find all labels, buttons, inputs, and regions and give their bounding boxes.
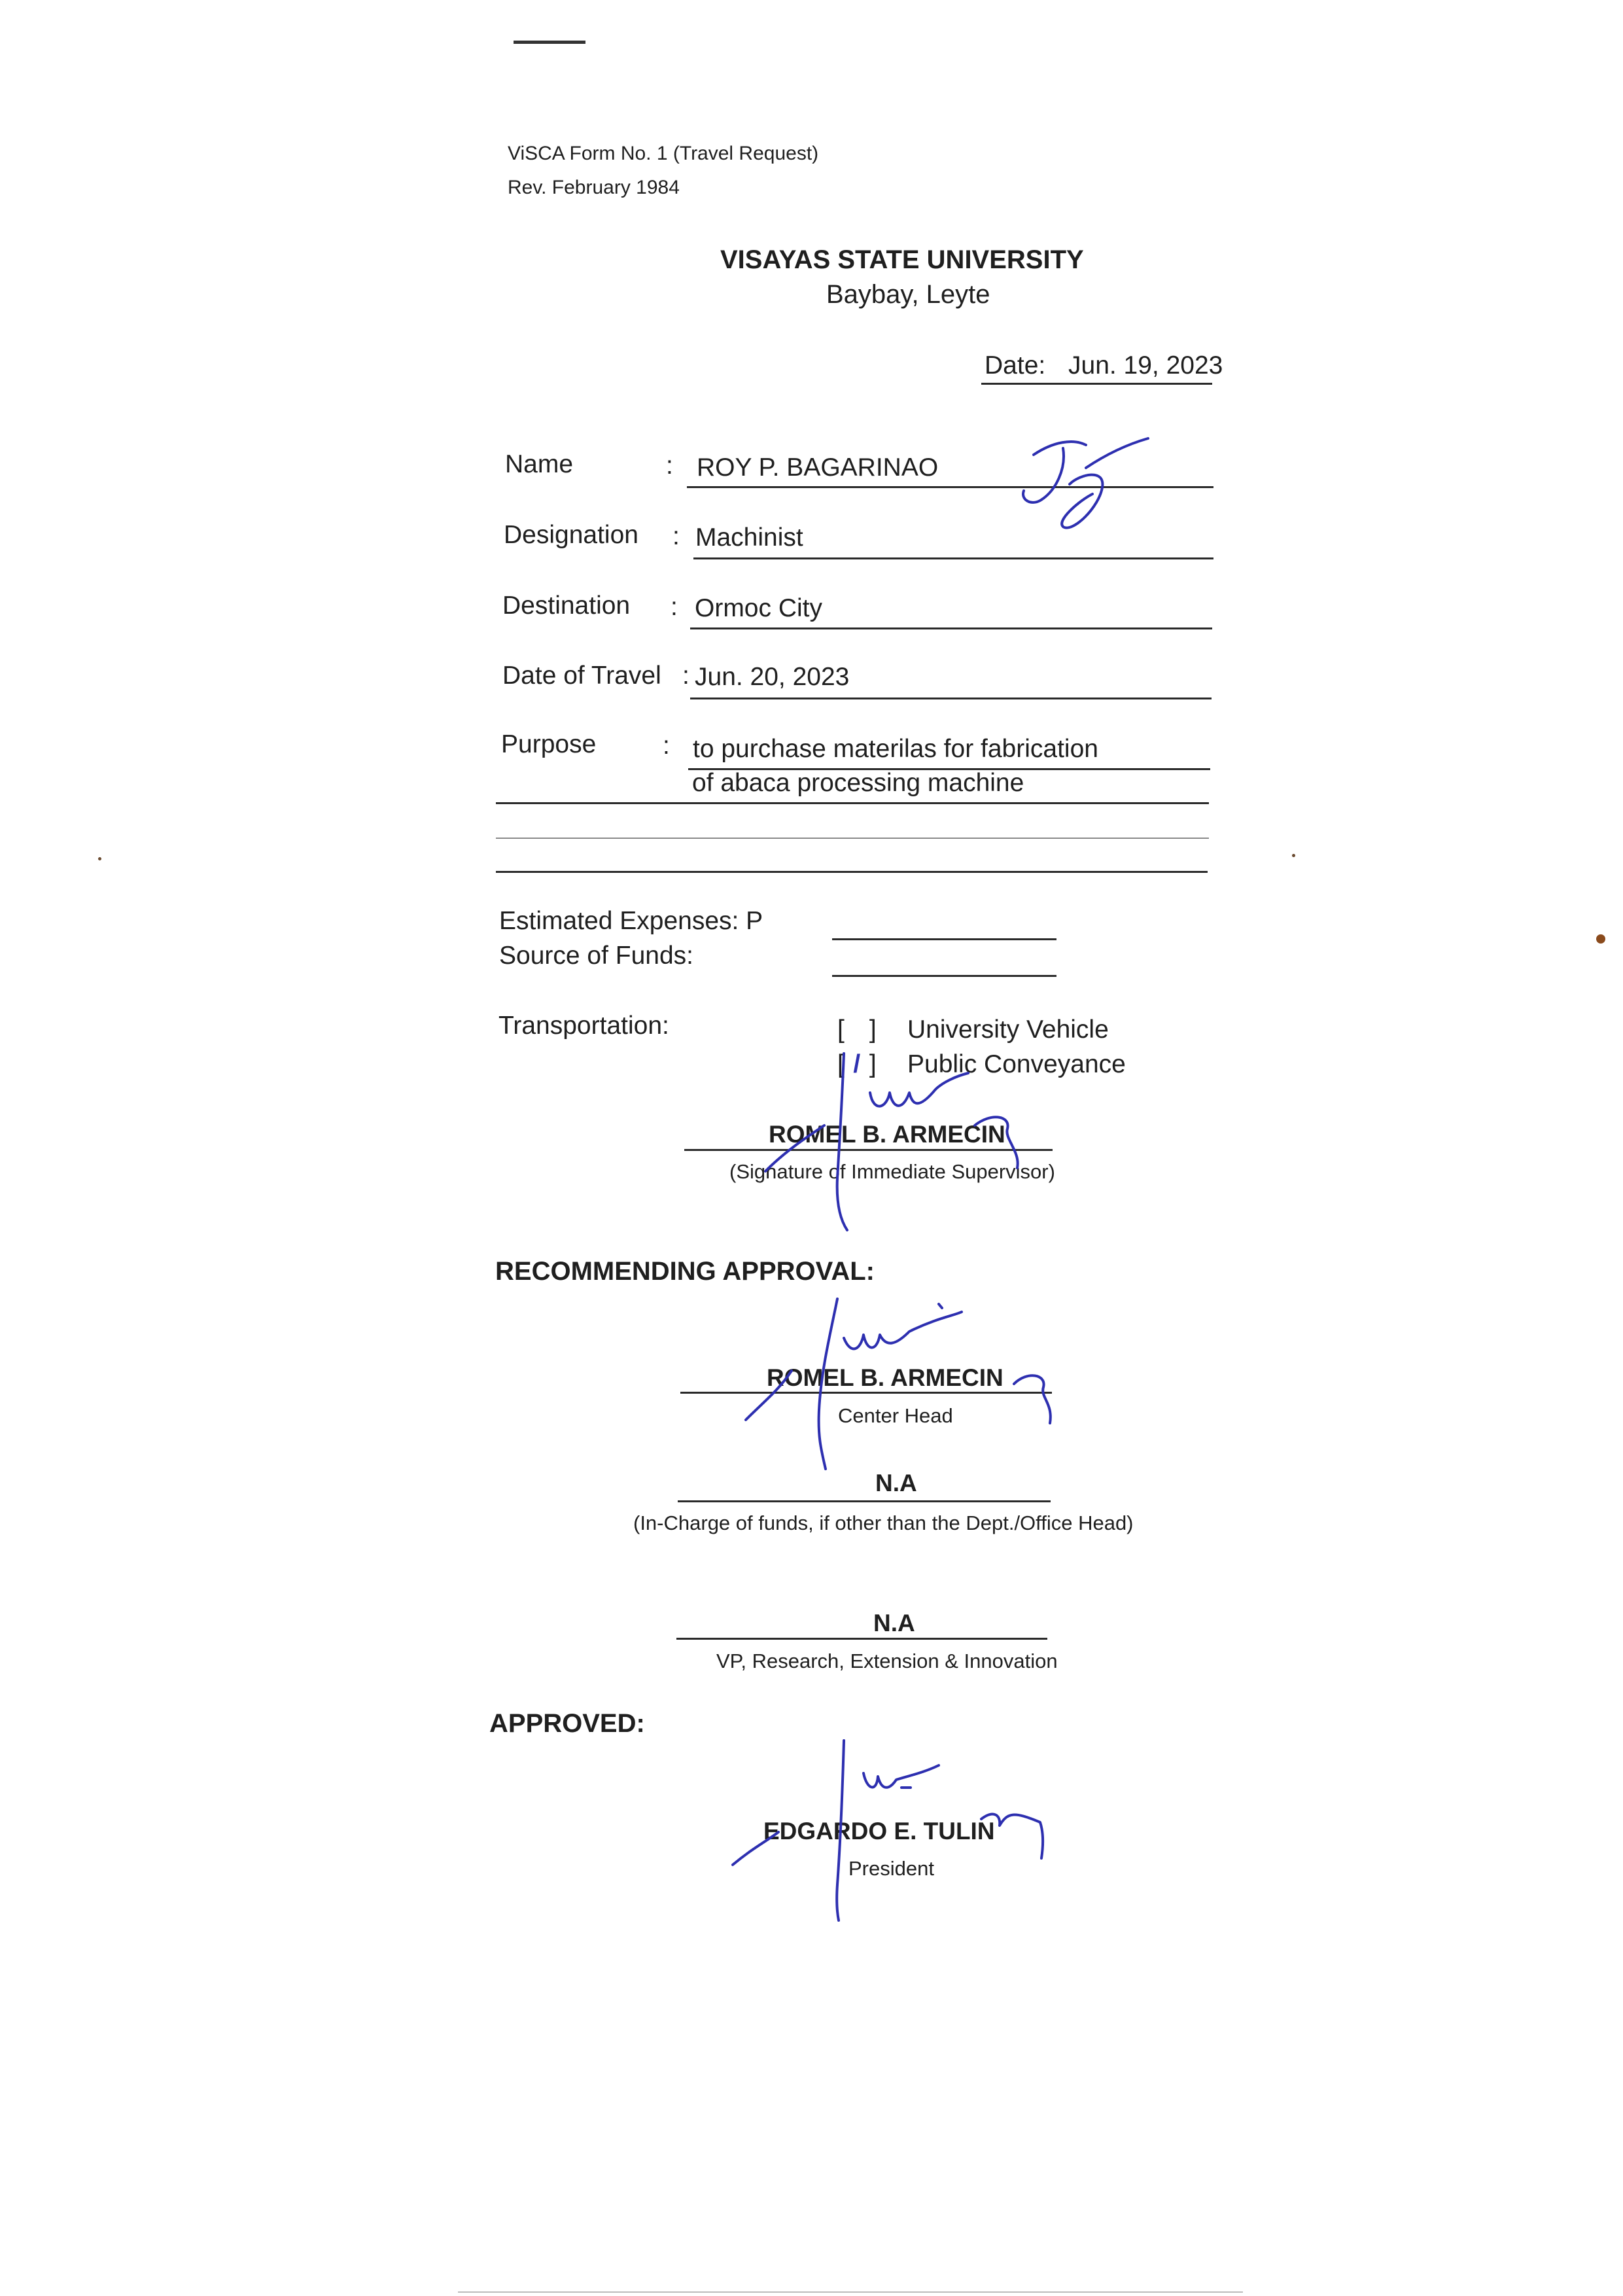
name-value: ROY P. BAGARINAO [697, 453, 939, 482]
president-title: President [848, 1857, 934, 1880]
estimated-expenses-label: Estimated Expenses: P [499, 907, 763, 935]
purpose-underline-3 [496, 838, 1209, 839]
supervisor-signature [759, 1047, 1060, 1237]
president-signature [726, 1734, 1053, 1924]
vp-signature-line [676, 1638, 1047, 1640]
checkbox-university-vehicle[interactable] [837, 1016, 877, 1044]
applicant-signature [994, 429, 1151, 546]
vp-name: N.A [873, 1610, 915, 1636]
designation-label: Designation [504, 521, 638, 549]
center-head-signature [739, 1292, 1066, 1482]
purpose-line-2: of abaca processing machine [692, 769, 1024, 797]
date-label: Date: [985, 351, 1046, 380]
approved-heading: APPROVED: [489, 1709, 645, 1738]
vp-title: VP, Research, Extension & Innovation [716, 1650, 1058, 1672]
bracket-close: ] [869, 1050, 877, 1078]
date-of-travel-label: Date of Travel [502, 662, 661, 690]
funds-incharge-title: (In-Charge of funds, if other than the Dept./Office Head) [633, 1511, 1134, 1534]
date-of-travel-colon: : [682, 662, 689, 690]
transportation-label: Transportation: [498, 1012, 669, 1040]
university-location: Baybay, Leyte [826, 280, 990, 309]
bracket-close: ] [869, 1016, 877, 1044]
purpose-underline-2 [496, 802, 1209, 804]
source-of-funds-line [832, 975, 1056, 977]
destination-underline [690, 627, 1212, 629]
date-of-travel-underline [690, 698, 1212, 699]
source-of-funds-label: Source of Funds: [499, 942, 693, 970]
supervisor-title: (Signature of Immediate Supervisor) [729, 1160, 1055, 1183]
supervisor-name: ROMEL B. ARMECIN [769, 1121, 1005, 1148]
estimated-expenses-line [832, 938, 1056, 940]
bracket-open: [ [837, 1016, 845, 1044]
scan-speck [98, 857, 101, 860]
designation-underline [693, 557, 1213, 559]
date-value: Jun. 19, 2023 [1068, 351, 1223, 380]
purpose-underline-4 [496, 871, 1208, 873]
date-underline [981, 383, 1212, 385]
scan-speck [1292, 854, 1295, 857]
destination-colon: : [671, 593, 678, 621]
bottom-edge-line [458, 2291, 1243, 2293]
center-head-title: Center Head [838, 1404, 953, 1427]
name-colon: : [666, 451, 673, 480]
destination-label: Destination [502, 592, 631, 620]
center-head-name: ROMEL B. ARMECIN [767, 1364, 1003, 1391]
bracket-open: [ [837, 1050, 845, 1078]
funds-incharge-signature-line [678, 1500, 1051, 1502]
option-university-vehicle-label: University Vehicle [907, 1016, 1109, 1044]
president-name: EDGARDO E. TULIN [763, 1818, 995, 1845]
recommending-approval-heading: RECOMMENDING APPROVAL: [495, 1257, 875, 1286]
designation-value: Machinist [695, 523, 803, 552]
scan-speck [1596, 934, 1605, 944]
funds-incharge-name: N.A [875, 1470, 917, 1496]
form-revision: Rev. February 1984 [508, 177, 680, 198]
name-label: Name [505, 450, 574, 478]
corner-mark [514, 41, 585, 44]
purpose-colon: : [663, 732, 670, 760]
purpose-label: Purpose [501, 730, 597, 758]
date-of-travel-value: Jun. 20, 2023 [695, 663, 850, 691]
check-mark: / [853, 1050, 861, 1078]
designation-colon: : [672, 522, 680, 550]
destination-value: Ormoc City [695, 594, 822, 622]
option-public-conveyance-label: Public Conveyance [907, 1050, 1126, 1078]
form-number: ViSCA Form No. 1 (Travel Request) [508, 143, 819, 164]
university-name: VISAYAS STATE UNIVERSITY [720, 245, 1084, 274]
purpose-line-1: to purchase materilas for fabrication [693, 735, 1098, 763]
